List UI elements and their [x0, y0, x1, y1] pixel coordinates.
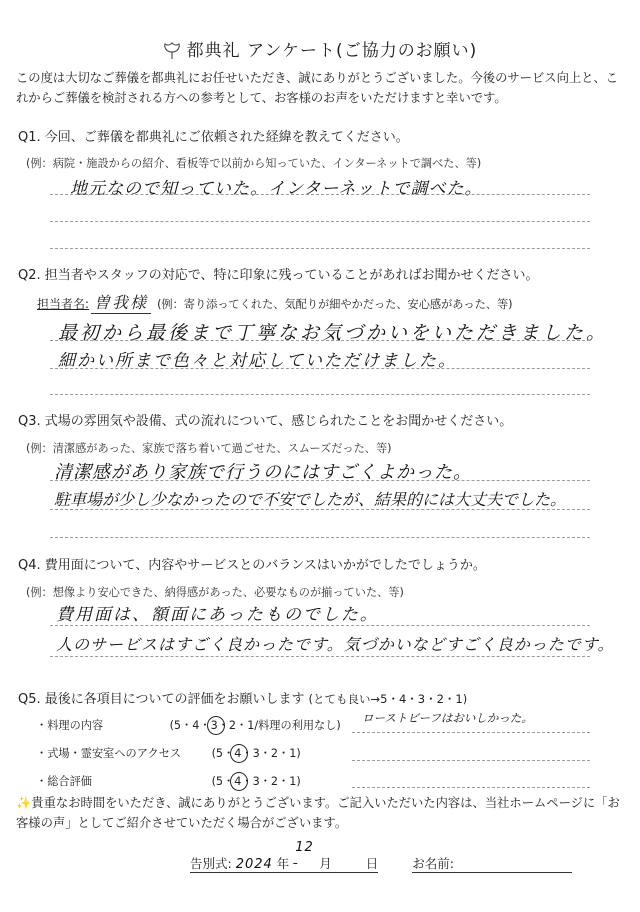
- rating-option-3-selected[interactable]: 3: [210, 719, 218, 732]
- answer-rule: [50, 537, 590, 538]
- q2-answer-line-2[interactable]: 細かい所まで色々と対応していただけました。: [58, 351, 457, 371]
- q1-example: (例：病院・施設からの紹介、看板等で以前から知っていた、インターネットで調べた、等): [26, 157, 482, 170]
- signature-row: [190, 840, 572, 873]
- rating-option-2[interactable]: 2: [228, 719, 237, 732]
- q1-answer-line-1[interactable]: 地元なので知っていた。インターネットで調べた。: [70, 179, 483, 199]
- name-field[interactable]: お名前:: [412, 854, 572, 873]
- q4-example: (例：想像より安心できた、納得感があった、必要なものが揃っていた、等): [26, 586, 404, 599]
- q5-question: Q5. 最後に各項目についての評価をお願いします (とても良い→5・4・3・2・1): [18, 692, 468, 707]
- q3-answer-line-1[interactable]: 清潔感があり家族で行うのにはすごくよかった。: [54, 462, 472, 483]
- q4-answer-line-1[interactable]: 費用面は、額面にあったものでした。: [56, 605, 379, 625]
- year-value[interactable]: 2024: [235, 857, 273, 872]
- rating-label: ・式場・霊安室へのアクセス: [36, 747, 182, 760]
- month-value[interactable]: 12: [295, 840, 314, 855]
- rating-row-overall: ・総合評価 (5・4・3・2・1): [36, 775, 301, 788]
- rating-option-2[interactable]: 2: [270, 747, 279, 760]
- answer-rule: [50, 480, 590, 481]
- rating-option-1[interactable]: 1/料理の利用なし): [247, 719, 341, 732]
- answer-rule: [50, 656, 590, 657]
- rating-option-2[interactable]: 2: [270, 775, 279, 788]
- rating-option-4[interactable]: 4: [192, 719, 200, 732]
- food-comment[interactable]: ローストビーフはおいしかった。: [362, 711, 533, 725]
- answer-rule: [50, 221, 590, 222]
- comment-rule: [352, 787, 590, 788]
- rating-label: ・料理の内容: [36, 719, 104, 732]
- footer-note: ✨貴重なお時間をいただき、誠にありがとうございます。ご記入いただいた内容は、当社ホームページに「お客様の声」としてご紹介させていただく場合がございます。: [16, 796, 620, 830]
- rating-option-5[interactable]: (5: [169, 719, 182, 732]
- answer-rule: [50, 625, 590, 626]
- month-field[interactable]: [293, 840, 315, 871]
- answer-rule: [50, 194, 590, 195]
- q2-example: (例：寄り添ってくれた、気配りが細やかだった、安心感があった、等): [157, 298, 513, 311]
- q4-question: Q4. 費用面について、内容やサービスとのバランスはいかがでしたでしょうか。: [18, 558, 486, 573]
- intro-text: この度は大切なご葬儀を都典礼にお任せいただき、誠にありがとうございました。今後のサービス向上と、これからご葬儀を検討される方への参考として、お客様のお声をいただけますと幸いです。: [16, 71, 619, 105]
- rating-label: ・総合評価: [36, 775, 92, 788]
- answer-rule: [50, 340, 590, 341]
- rating-option-5[interactable]: (5: [211, 747, 224, 760]
- rating-option-1[interactable]: 1): [289, 747, 301, 760]
- comment-rule: [352, 760, 590, 761]
- rating-option-4-selected[interactable]: 4: [234, 747, 242, 760]
- q3-example: (例：清潔感があった、家族で落ち着いて過ごせた、スムーズだった、等): [26, 442, 392, 455]
- answer-rule: [50, 509, 590, 510]
- q2-answer-line-1[interactable]: 最初から最後まで丁寧なお気づかいをいただきました。: [58, 322, 609, 344]
- comment-rule: [352, 732, 590, 733]
- staff-row: [37, 290, 513, 314]
- q2-question: Q2. 担当者やスタッフの対応で、特に印象に残っていることがあればお聞かせください。: [18, 268, 539, 283]
- q3-answer-line-2[interactable]: 駐車場が少し少なかったので不安でしたが、結果的には大丈夫でした。: [54, 490, 567, 509]
- answer-rule: [50, 248, 590, 249]
- rating-option-4-selected[interactable]: 4: [234, 775, 242, 788]
- q5-scale-note: (とても良い→5・4・3・2・1): [308, 692, 468, 706]
- q3-question: Q3. 式場の雰囲気や設備、式の流れについて、感じられたことをお聞かせください。: [18, 414, 513, 429]
- rating-option-3[interactable]: 3: [252, 747, 260, 760]
- rating-option-3[interactable]: 3: [252, 775, 260, 788]
- q4-answer-line-2[interactable]: 人のサービスはすごく良かったです。気づかいなどすごく良かったです。: [56, 635, 615, 654]
- page-title: 都典礼 アンケート(ご協力のお願い): [0, 36, 640, 65]
- q1-question: Q1. 今回、ご葬儀を都典礼にご依頼された経緯を教えてください。: [18, 130, 409, 145]
- answer-rule: [50, 368, 590, 369]
- rating-row-food: ・料理の内容 (5・4・3・2・1/料理の利用なし): [36, 719, 341, 732]
- answer-rule: [50, 394, 590, 395]
- rating-option-5[interactable]: (5: [211, 775, 224, 788]
- staff-name-value[interactable]: 曽我様: [91, 290, 151, 314]
- ceremony-date: 告別式: 2024 年 12 月 日: [190, 840, 379, 872]
- rating-row-access: ・式場・霊安室へのアクセス (5・4・3・2・1): [36, 747, 301, 760]
- staff-name-label: 担当者名:: [37, 297, 90, 311]
- rating-option-1[interactable]: 1): [289, 775, 301, 788]
- ginkgo-leaf-icon: [163, 42, 181, 65]
